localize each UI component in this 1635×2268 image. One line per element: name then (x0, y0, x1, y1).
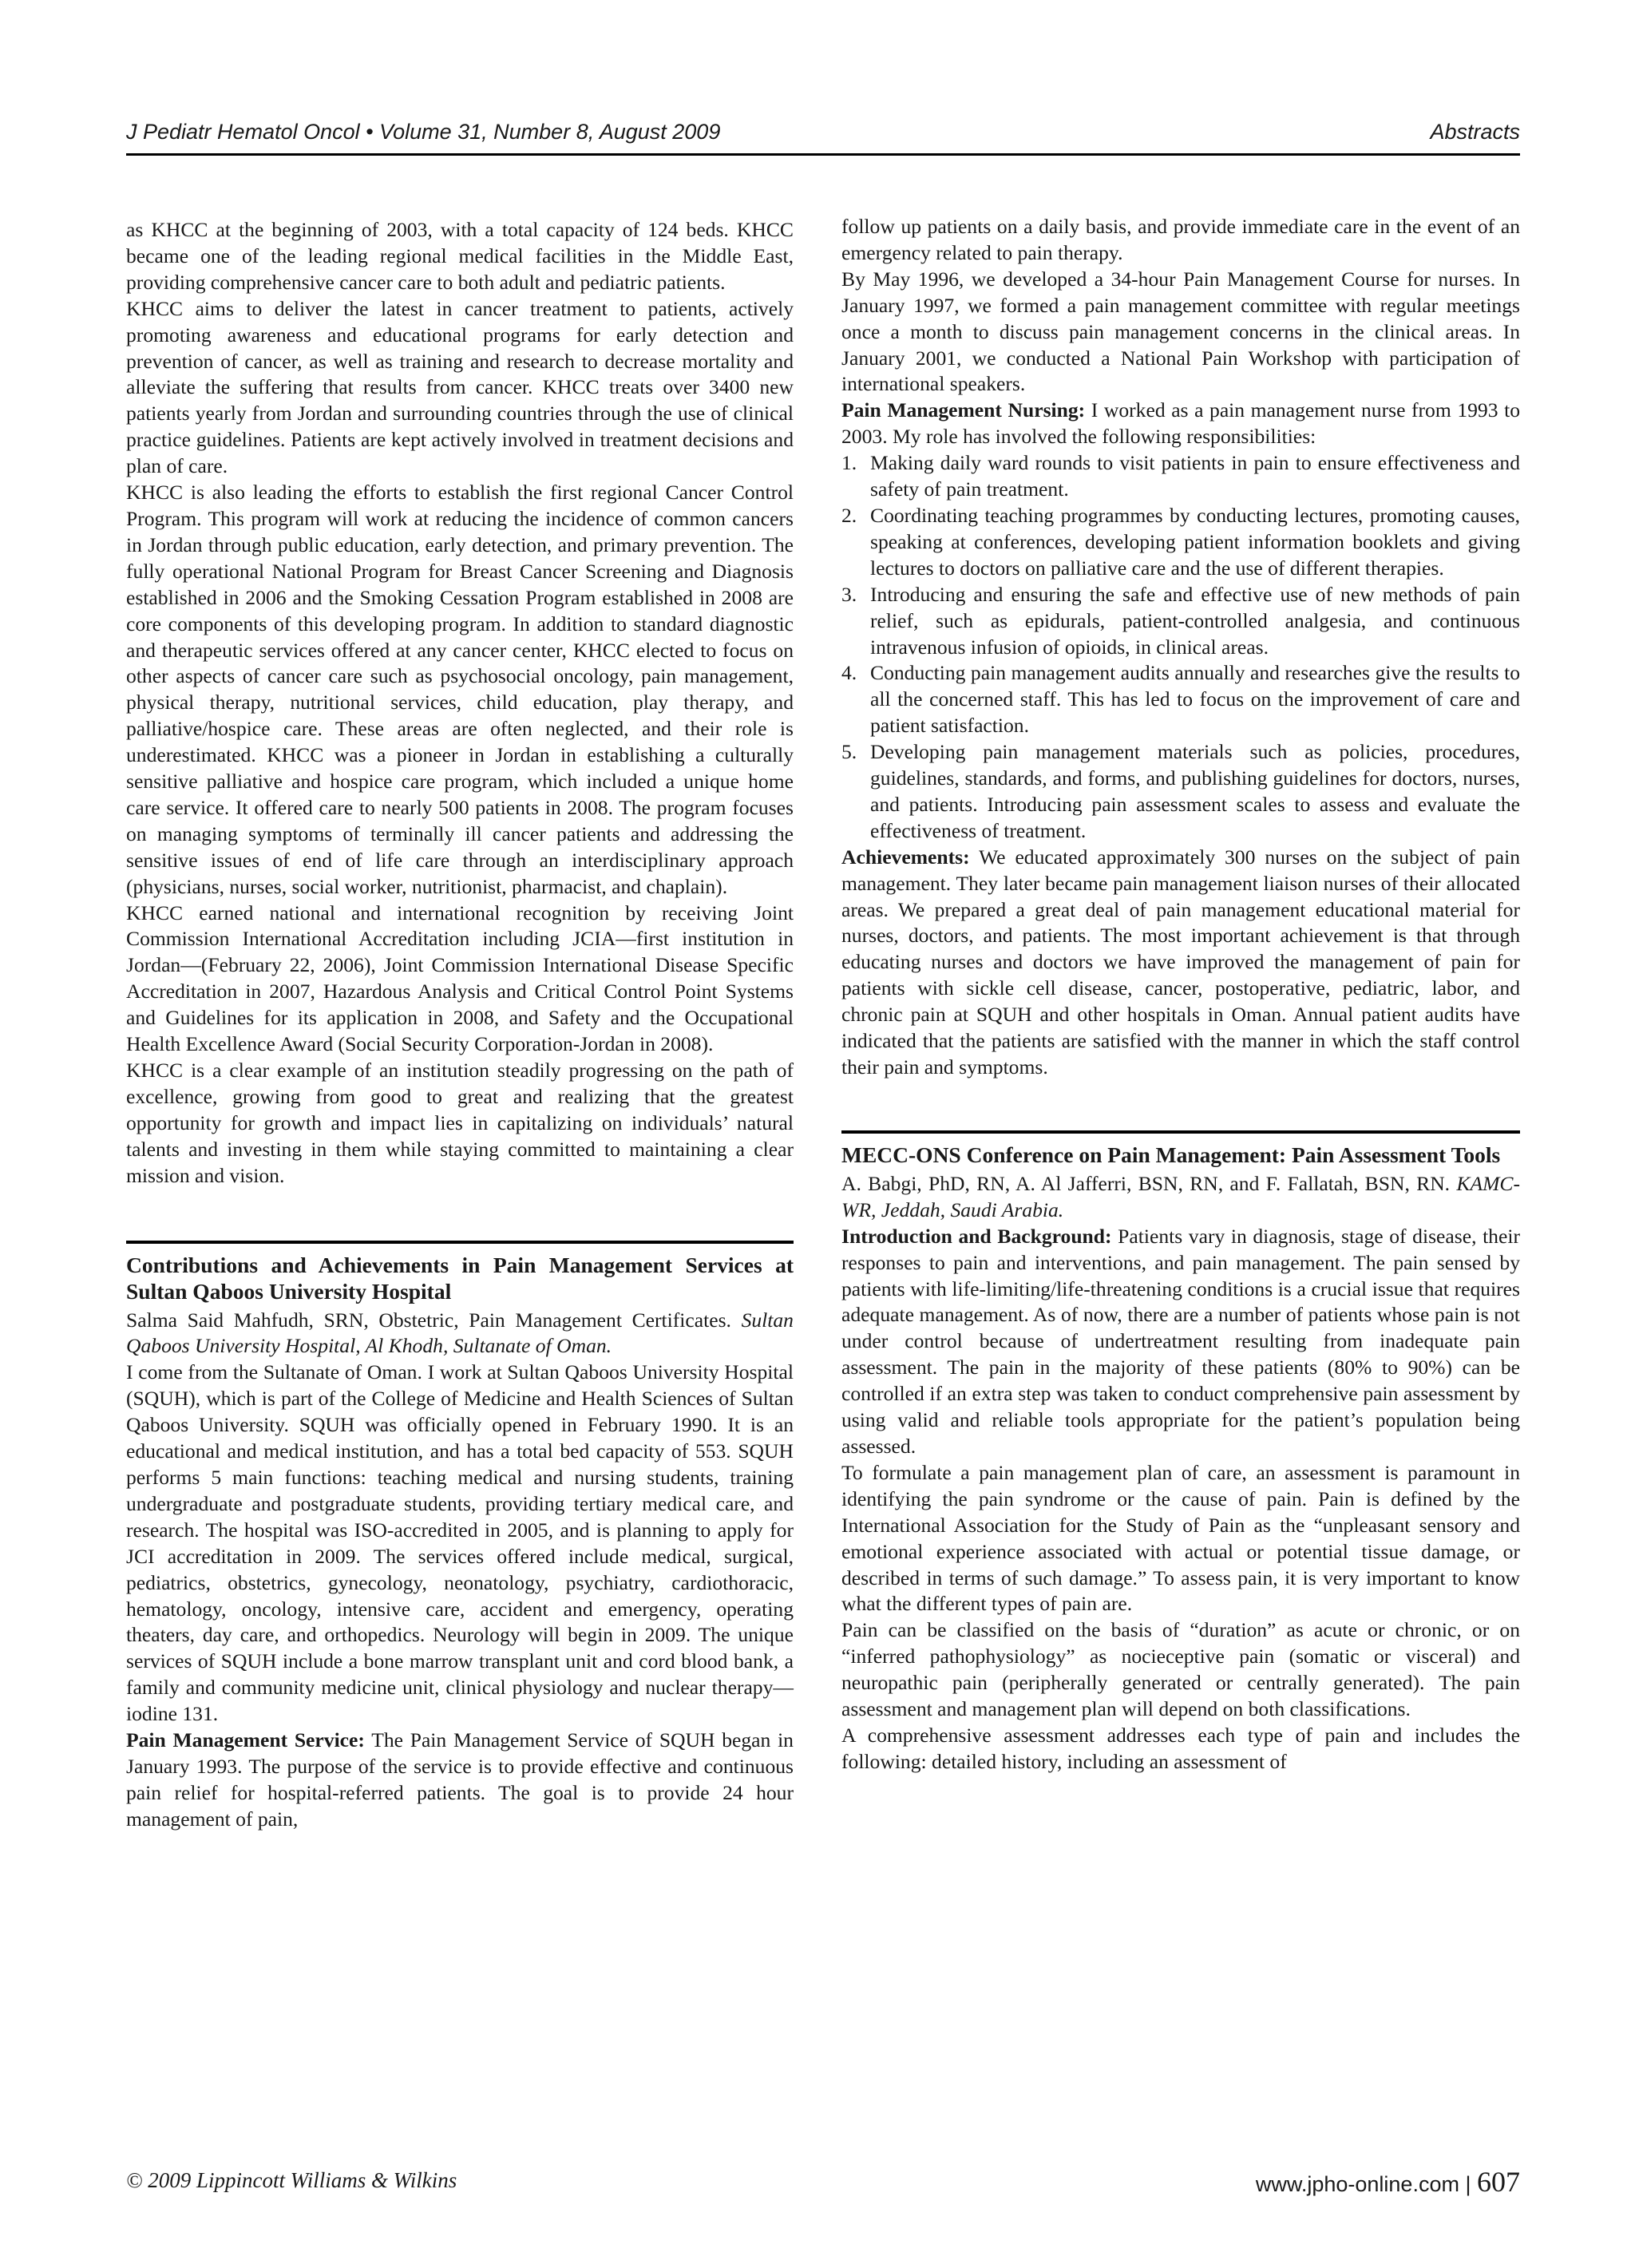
right-column (841, 214, 1520, 1775)
article-affiliation: KAMC-WR, Jeddah, Saudi Arabia. (841, 1171, 1520, 1221)
header-rule (126, 153, 1520, 156)
paragraph (841, 845, 1520, 1081)
list-item (841, 660, 1520, 739)
paragraph (126, 1728, 794, 1833)
footer-separator: | (1459, 2172, 1477, 2196)
journal-citation: J Pediatr Hematol Oncol • Volume 31, Number 8, August 2009 (126, 120, 721, 144)
run-in-heading: Achievements: (841, 845, 970, 869)
paragraph: KHCC aims to deliver the latest in cancer treatment to patients, actively promoting awareness and educational programs for early detection and prevention of cancer, as well as training and research to decrease mortality and alleviate the suffering that results from cancer. KHCC treats over 3400 new patients yearly from Jordan and surrounding countries through the use of clinical practice guidelines. Patients are kept actively involved in treatment decisions and plan of care. (126, 296, 794, 478)
list-item (841, 582, 1520, 661)
paragraph: KHCC is also leading the efforts to establish the first regional Cancer Control Program. This program will work at reducing the incidence of common cancers in Jordan through public education, early detection, and primary prevention. The fully operational National Program for Breast Cancer Screening and Diagnosis established in 2006 and the Smoking Cessation Program established in 2008 are core components of this developing program. In addition to standard diagnostic and therapeutic services offered at any cancer center, KHCC elected to focus on other aspects of cancer care such as psychosocial oncology, pain management, physical therapy, nutritional services, child education, play therapy, and palliative/hospice care. These areas are often neglected, and their role is underestimated. KHCC was a pioneer in Jordan in establishing a culturally sensitive palliative and hospice care program, which included a unique home care service. It offered care to nearly 500 patients in 2008. The program focuses on managing symptoms of terminally ill cancer patients and addressing the sensitive issues of end of life care through an interdisciplinary approach (physicians, nurses, social worker, nutritionist, pharmacist, and chaplain). (126, 481, 794, 898)
page-number: 607 (1477, 2166, 1520, 2198)
run-in-heading: Introduction and Background: (841, 1224, 1112, 1248)
article-affiliation: Sultan Qaboos University Hospital, Al Khodh, Sultanate of Oman. (126, 1308, 794, 1358)
list-number: 1. (841, 451, 857, 475)
page-footer (126, 2165, 1520, 2197)
paragraph: A comprehensive assessment addresses each type of pain and includes the following: detailed history, including an assessment of (841, 1723, 1520, 1773)
list-number: 5. (841, 740, 857, 764)
list-number: 4. (841, 661, 857, 685)
list-item (841, 450, 1520, 503)
list-item (841, 739, 1520, 845)
list-text: Coordinating teaching programmes by conducting lectures, promoting causes, speaking at conferences, developing patient information booklets and giving lectures to doctors on palliative care and the use of different therapies. (870, 503, 1520, 580)
paragraph: By May 1996, we developed a 34-hour Pain Management Course for nurses. In January 1997, we formed a pain management committee with regular meetings once a month to discuss pain management concerns in the clinical areas. In January 2001, we conducted a National Pain Workshop with participation of international speakers. (841, 267, 1520, 396)
article-byline (126, 1308, 794, 1360)
paragraph: Pain can be classified on the basis of “duration” as acute or chronic, or on “inferred pathophysiology” as nocieceptive pain (somatic or visceral) and neuropathic pain (peripherally generated or centrally generated). The pain assessment and management plan will depend on both classifications. (841, 1618, 1520, 1721)
list-text: Making daily ward rounds to visit patients in pain to ensure effectiveness and safety of pain treatment. (870, 451, 1520, 501)
article-title: MECC-ONS Conference on Pain Management: Pain Assessment Tools (841, 1142, 1501, 1167)
copyright: © 2009 Lippincott Williams & Wilkins (126, 2168, 457, 2192)
paragraph: follow up patients on a daily basis, and provide immediate care in the event of an emergency related to pain therapy. (841, 215, 1520, 264)
left-column (126, 217, 794, 1833)
paragraph: I come from the Sultanate of Oman. I work at Sultan Qaboos University Hospital (SQUH), which is part of the College of Medicine and Health Sciences of Sultan Qaboos University. SQUH was officially opened in February 1990. It is an educational and medical institution, and has a total bed capacity of 553. SQUH performs 5 main functions: teaching medical and nursing students, training undergraduate and postgraduate students, providing tertiary medical care, and research. The hospital was ISO-accredited in 2005, and is planning to apply for JCI accreditation in 2009. The services offered include medical, surgical, pediatrics, obstetrics, gynecology, neonatology, psychiatry, cardiothoracic, hematology, oncology, intensive care, accident and emergency, operating theaters, day care, and orthopedics. Neurology will begin in 2009. The unique services of SQUH include a bone marrow transplant unit and cord blood bank, a family and community medicine unit, clinical physiology and nuclear therapy—iodine 131. (126, 1360, 794, 1726)
section-name: Abstracts (1430, 120, 1520, 144)
running-head (126, 120, 1520, 155)
article-byline (841, 1171, 1520, 1224)
list-text: Introducing and ensuring the safe and effective use of new methods of pain relief, such as epidurals, patient-controlled analgesia, and continuous intravenous infusion of opioids, in clinical areas. (870, 582, 1520, 659)
section-rule (841, 1130, 1520, 1134)
article-authors: A. Babgi, PhD, RN, A. Al Jafferri, BSN, RN, and F. Fallatah, BSN, RN. (841, 1171, 1451, 1195)
run-in-heading: Pain Management Service: (126, 1728, 365, 1752)
journal-url: www.jpho-online.com (1255, 2172, 1459, 2196)
paragraph-text: I worked as a pain management nurse from 1993 to 2003. My role has involved the following responsibilities: (841, 398, 1520, 449)
paragraph (841, 1224, 1520, 1460)
article-title: Contributions and Achievements in Pain Management Services at Sultan Qaboos University Hospital (126, 1252, 794, 1304)
run-in-heading: Pain Management Nursing: (841, 398, 1086, 422)
list-item (841, 503, 1520, 582)
paragraph-text: The Pain Management Service of SQUH began in January 1993. The purpose of the service is to provide effective and continuous pain relief for hospital-referred patients. The goal is to provide 24 hour management of pain, (126, 1728, 794, 1831)
list-number: 3. (841, 582, 857, 606)
article-authors: Salma Said Mahfudh, SRN, Obstetric, Pain Management Certificates. (126, 1308, 731, 1332)
paragraph: To formulate a pain management plan of care, an assessment is paramount in identifying the pain syndrome or the cause of pain. Pain is defined by the International Association for the Study of Pain as the “unpleasant sensory and emotional experience associated with actual or potential tissue damage, or described in terms of such damage.” To assess pain, it is very important to know what the different types of pain are. (841, 1460, 1520, 1616)
paragraph: as KHCC at the beginning of 2003, with a total capacity of 124 beds. KHCC became one of the leading regional medical facilities in the Middle East, providing comprehensive cancer care to both adult and pediatric patients. (126, 218, 794, 294)
paragraph: KHCC is a clear example of an institution steadily progressing on the path of excellence, growing from good to great and realizing that the greatest opportunity for growth and impact lies in capitalizing on individuals’ natural talents and investing in them while staying committed to maintaining a clear mission and vision. (126, 1059, 794, 1187)
paragraph-text: Patients vary in diagnosis, stage of disease, their responses to pain and interventions, and pain management. The pain sensed by patients with life-limiting/life-threatening conditions is a crucial issue that requires adequate management. As of now, there are a number of patients whose pain is not under control because of undertreatment resulting from inadequate pain assessment. The pain in the majority of these patients (80% to 90%) can be controlled if an extra step was taken to conduct comprehensive pain assessment by using valid and reliable tools appropriate for the patient’s population being assessed. (841, 1224, 1520, 1458)
paragraph-text: We educated approximately 300 nurses on the subject of pain management. They later became pain management liaison nurses of their allocated areas. We prepared a great deal of pain management educational material for nurses, doctors, and patients. The most important achievement is that through educating nurses and doctors we have improved the management of pain for patients with sickle cell disease, cancer, postoperative, pediatric, labor, and chronic pain at SQUH and other hospitals in Oman. Annual patient audits have indicated that the patients are satisfied with the manner in which the staff control their pain and symptoms. (841, 845, 1520, 1079)
responsibilities-list (841, 450, 1520, 845)
paragraph (841, 398, 1520, 450)
list-text: Conducting pain management audits annually and researches give the results to all the concerned staff. This has led to focus on the improvement of care and patient satisfaction. (870, 661, 1520, 738)
paragraph: KHCC earned national and international recognition by receiving Joint Commission International Accreditation including JCIA—first institution in Jordan—(February 22, 2006), Joint Commission International Disease Specific Accreditation in 2007, Hazardous Analysis and Critical Control Point Systems and Guidelines for its application in 2008, and Safety and the Occupational Health Excellence Award (Social Security Corporation-Jordan in 2008). (126, 900, 794, 1056)
section-rule (126, 1241, 794, 1244)
list-number: 2. (841, 503, 857, 527)
list-text: Developing pain management materials such as policies, procedures, guidelines, standards, and forms, and publishing guidelines for doctors, nurses, and patients. Introducing pain assessment scales to assess and evaluate the effectiveness of treatment. (870, 740, 1520, 842)
footer-right (1256, 2165, 1520, 2199)
